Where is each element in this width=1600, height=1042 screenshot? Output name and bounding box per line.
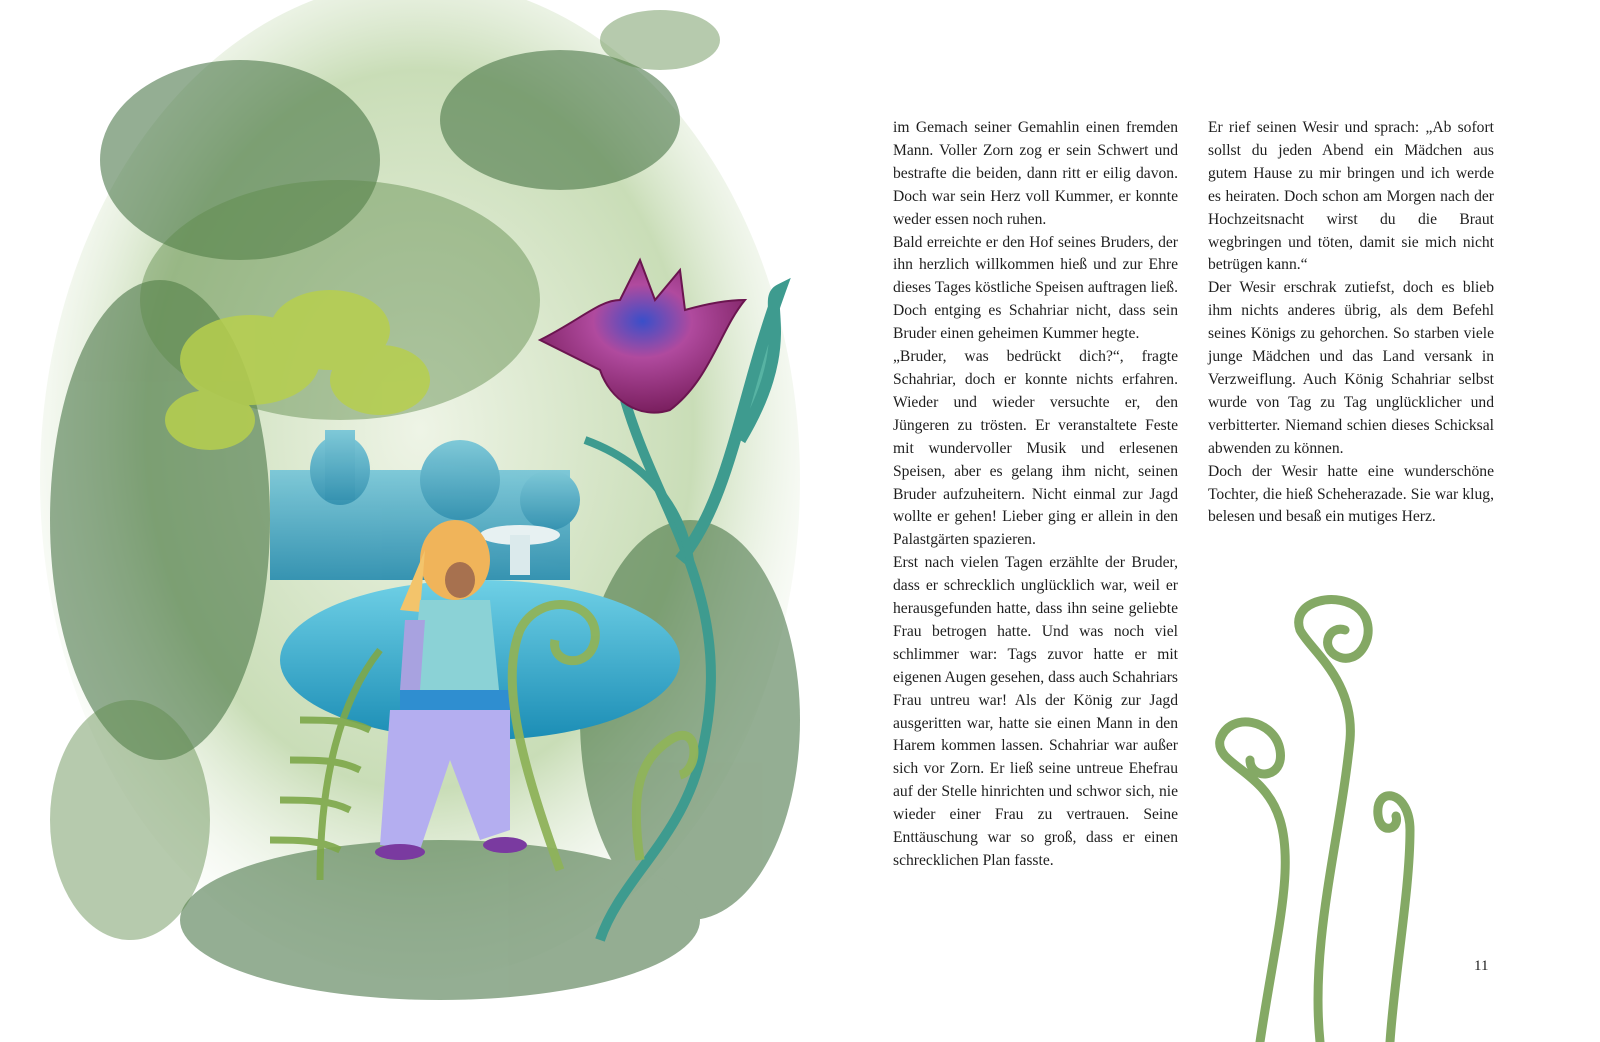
- paragraph: Er rief seinen Wesir und sprach: „Ab sofort sollst du jeden Abend ein Mädchen aus gutem Hause zu mir bringen und ich werde es heiraten. Doch schon am Morgen nach der Hochzeitsnacht wirst du die Braut wegbringen und töten, damit sie mich nicht betrügen kann.“: [1208, 119, 1494, 274]
- fern-illustration: [1200, 590, 1480, 1042]
- paragraph: im Gemach seiner Gemahlin einen fremden Mann. Voller Zorn zog er sein Schwert und bestrafte die beiden, dann ritt er eilig davon. Doch war sein Herz voll Kummer, er konnte weder essen noch ruhen.: [893, 119, 1178, 228]
- page-number: 11: [1474, 958, 1489, 974]
- text-column-right: [1208, 117, 1494, 529]
- paragraph: „Bruder, was bedrückt dich?“, fragte Schahriar, doch er konnte nichts erfahren. Wieder und wieder versuchte er, den Jüngeren zu trösten. Er veranstaltete Feste mit wundervoller Musik und erlesenen Speisen, aber es gelang ihm nicht, seinen Bruder aufzuheitern. Nicht einmal zur Jagd wollte er gehen! Lieber ging er allein in den Palastgärten spazieren.: [893, 348, 1178, 549]
- paragraph: Der Wesir erschrak zutiefst, doch es blieb ihm nichts anderes übrig, als dem Befehl seines Königs zu gehorchen. So starben viele junge Mädchen und das Land versank in Verzweiflung. Auch König Schahriar selbst wurde von Tag zu Tag unglücklicher und verbitterter. Niemand schien dieses Schicksal abwenden zu können.: [1208, 279, 1494, 457]
- paragraph: Erst nach vielen Tagen erzählte der Bruder, dass er schrecklich unglücklich war, weil er herausgefunden hatte, dass ihn seine geliebte Frau betrogen hatte. Und was noch viel schlimmer war: Tags zuvor hatte er mit eigenen Augen gesehen, dass auch Schahriars Frau untreu war! Als der König zur Jagd ausgeritten war, hatte sie einen Mann in den Harem kommen lassen. Schahriar war außer sich vor Zorn. Er ließ seine untreue Ehefrau auf der Stelle hinrichten und schwor sich, nie wieder einer Frau zu vertrauen. Seine Enttäuschung war so groß, dass er einen schrecklichen Plan fasste.: [893, 554, 1178, 869]
- garden-illustration: [40, 0, 800, 1042]
- paragraph: Doch der Wesir hatte eine wunderschöne Tochter, die hieß Scheherazade. Sie war klug, belesen und besaß ein mutiges Herz.: [1208, 462, 1494, 526]
- paragraph: Bald erreichte er den Hof seines Bruders, der ihn herzlich willkommen hieß und zur Ehre dieses Tages köstliche Speisen auftragen ließ. Doch entging es Schahriar nicht, dass sein Bruder einen geheimen Kummer hegte.: [893, 233, 1178, 343]
- text-column-left: [893, 117, 1178, 873]
